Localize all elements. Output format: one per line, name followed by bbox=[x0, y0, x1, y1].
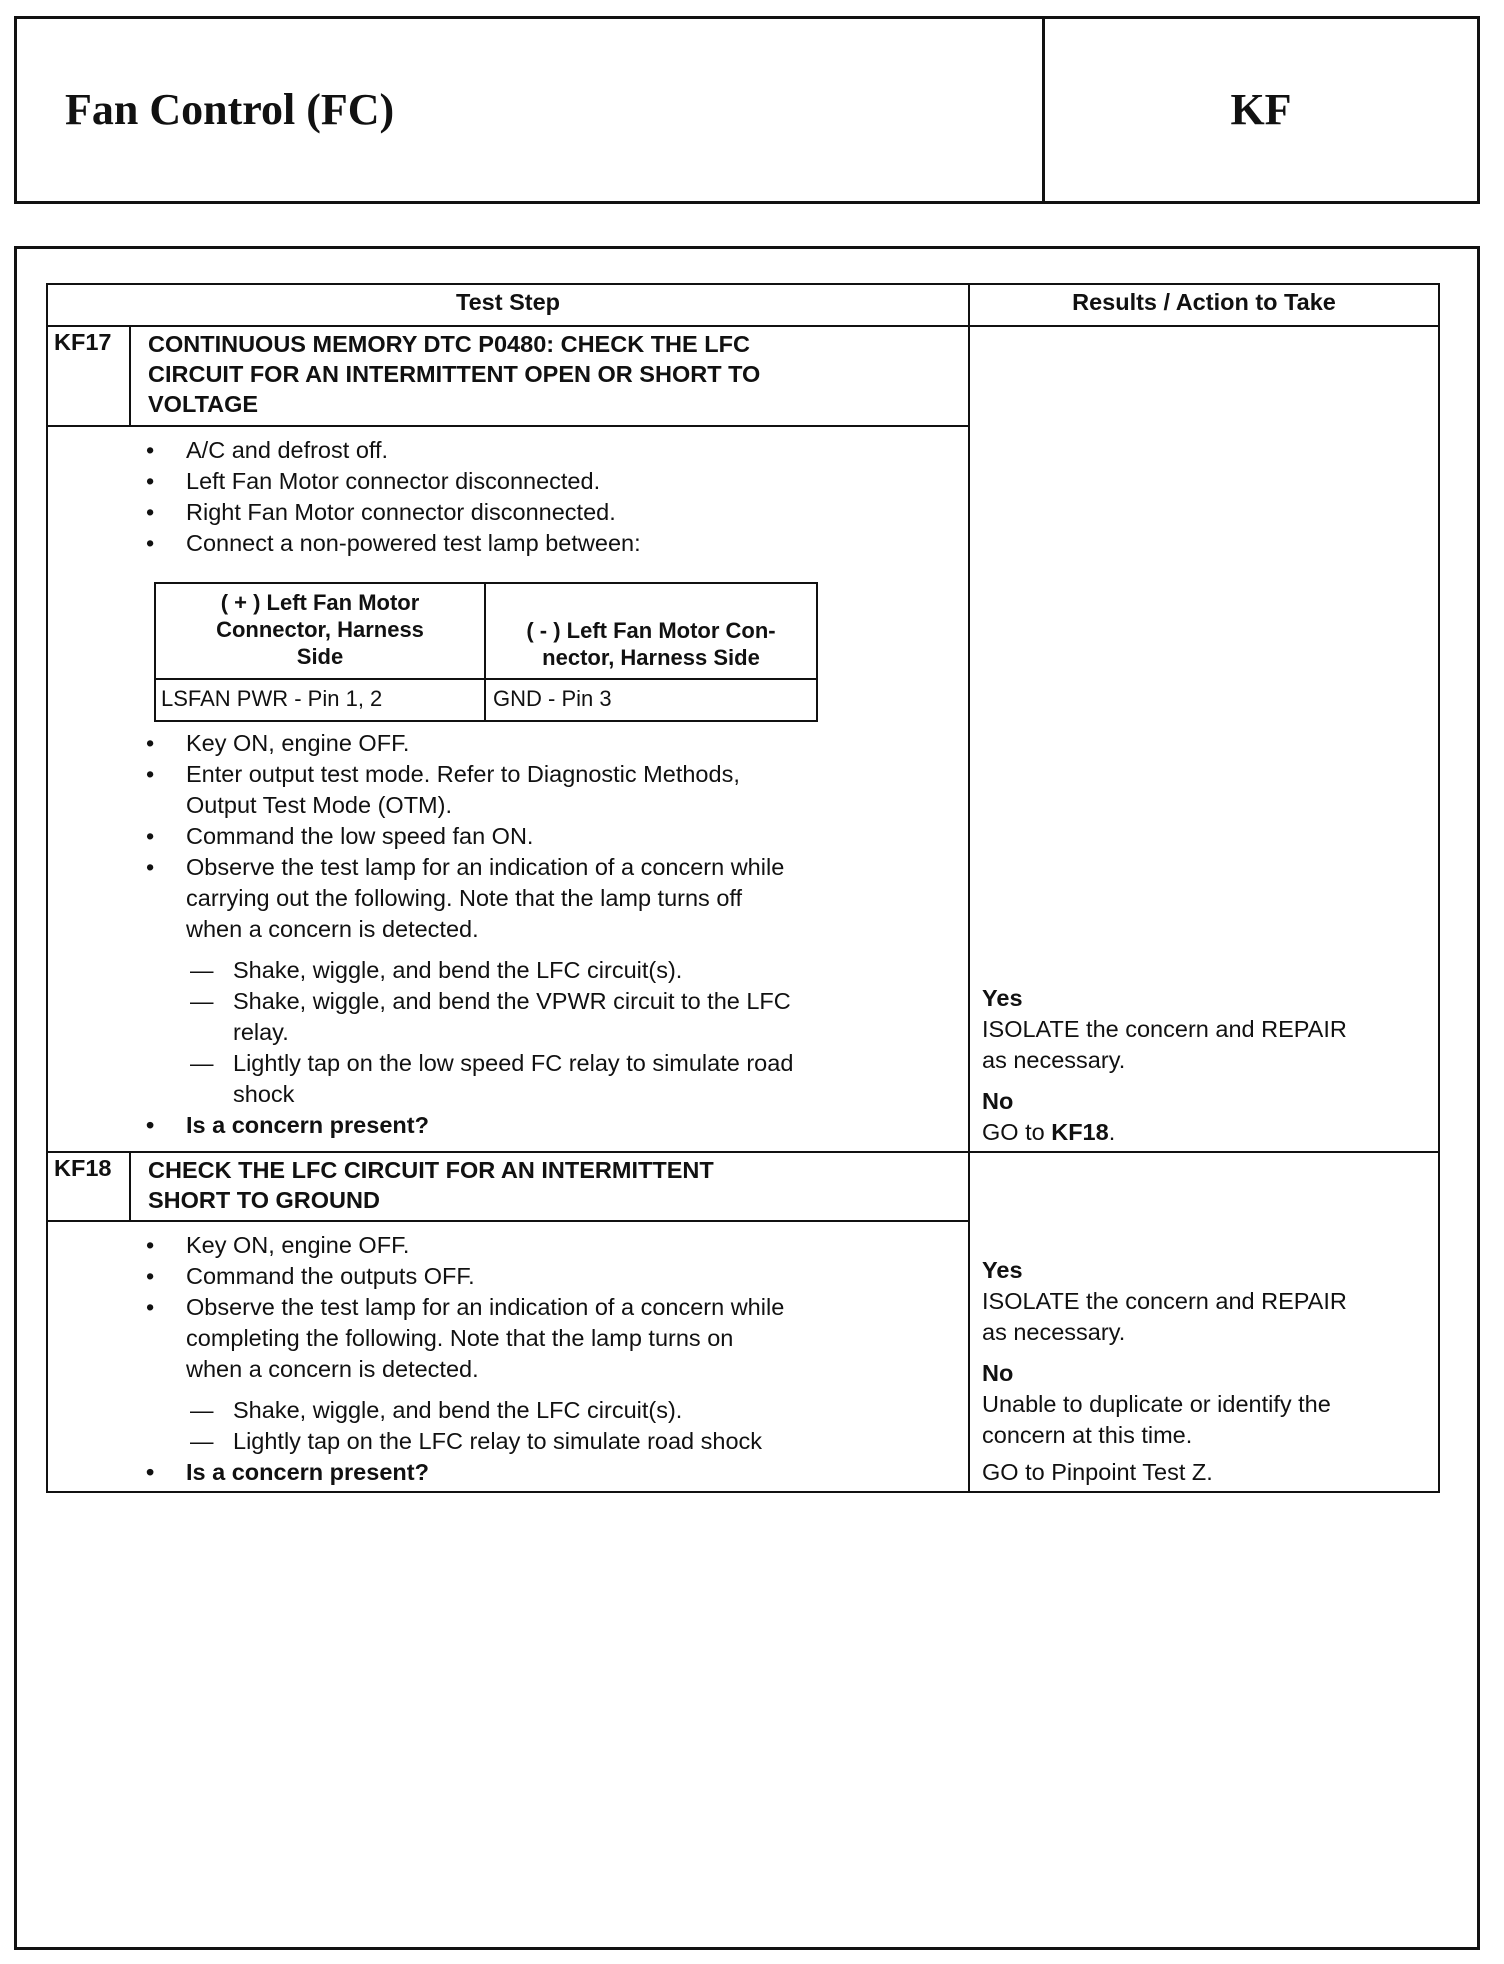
dash-text: shock bbox=[233, 1081, 295, 1107]
result-yes-action: ISOLATE the concern and REPAIR bbox=[982, 1288, 1347, 1314]
bullet-icon: • bbox=[146, 854, 155, 880]
bullet-text: Observe the test lamp for an indication of a concern while bbox=[186, 1294, 785, 1320]
bullet-text: Left Fan Motor connector disconnected. bbox=[186, 468, 601, 494]
subtable-head-line: Side bbox=[296, 644, 344, 669]
bullet-icon: • bbox=[146, 730, 155, 756]
page-header bbox=[14, 16, 1480, 204]
bullet-icon: • bbox=[146, 1294, 155, 1320]
step-id-kf18: KF18 bbox=[54, 1155, 112, 1181]
bullet-text: A/C and defrost off. bbox=[186, 437, 389, 463]
subtable-head-line: ( + ) Left Fan Motor bbox=[220, 590, 420, 615]
dash-icon: — bbox=[190, 988, 214, 1014]
subtable-header-line bbox=[156, 678, 816, 680]
result-yes-label: Yes bbox=[982, 985, 1023, 1011]
question-text: Is a concern present? bbox=[186, 1459, 429, 1485]
subtable-head-left bbox=[156, 589, 484, 670]
row-line-kf18 bbox=[48, 1151, 1438, 1153]
dash-text: Shake, wiggle, and bend the VPWR circuit to the LFC bbox=[233, 988, 791, 1014]
result-no-action: GO to Pinpoint Test Z. bbox=[982, 1459, 1213, 1485]
step-title-line: CHECK THE LFC CIRCUIT FOR AN INTERMITTENT bbox=[148, 1157, 714, 1183]
goto-step-link[interactable]: KF18 bbox=[1051, 1119, 1109, 1145]
step-title-line: CONTINUOUS MEMORY DTC P0480: CHECK THE LFC bbox=[148, 331, 750, 357]
dash-text: Lightly tap on the low speed FC relay to simulate road bbox=[233, 1050, 794, 1076]
dash-icon: — bbox=[190, 1397, 214, 1423]
result-yes-label: Yes bbox=[982, 1257, 1023, 1283]
dash-icon: — bbox=[190, 1428, 214, 1454]
question-text: Is a concern present? bbox=[186, 1112, 429, 1138]
dash-icon: — bbox=[190, 957, 214, 983]
id-divider-kf17 bbox=[129, 327, 131, 426]
bullet-icon: • bbox=[146, 1232, 155, 1258]
bullet-text: Key ON, engine OFF. bbox=[186, 730, 410, 756]
result-no-action: concern at this time. bbox=[982, 1422, 1193, 1448]
result-no-suffix: . bbox=[1108, 1119, 1116, 1145]
header-row-line bbox=[48, 325, 1438, 327]
bullet-text: Right Fan Motor connector disconnected. bbox=[186, 499, 616, 525]
step-title-line: SHORT TO GROUND bbox=[148, 1187, 380, 1213]
bullet-icon: • bbox=[146, 1112, 155, 1138]
bullet-text: when a concern is detected. bbox=[186, 916, 479, 942]
result-yes-action: as necessary. bbox=[982, 1047, 1126, 1073]
dash-text: relay. bbox=[233, 1019, 289, 1045]
result-no-action: Unable to duplicate or identify the bbox=[982, 1391, 1331, 1417]
dash-text: Lightly tap on the LFC relay to simulate road shock bbox=[233, 1428, 763, 1454]
column-header-test-step: Test Step bbox=[455, 289, 561, 315]
page-title: Fan Control (FC) bbox=[65, 85, 395, 134]
subtable-head-right bbox=[486, 617, 816, 671]
bullet-text: Key ON, engine OFF. bbox=[186, 1232, 410, 1258]
bullet-icon: • bbox=[146, 1459, 155, 1485]
column-divider bbox=[968, 285, 970, 1491]
test-lamp-connection-table bbox=[154, 582, 818, 722]
id-divider-kf18 bbox=[129, 1153, 131, 1221]
result-no-label: No bbox=[982, 1360, 1014, 1386]
dash-icon: — bbox=[190, 1050, 214, 1076]
dash-text: Shake, wiggle, and bend the LFC circuit(s). bbox=[233, 957, 683, 983]
bullet-text: Connect a non-powered test lamp between: bbox=[186, 530, 641, 556]
bullet-text: Output Test Mode (OTM). bbox=[186, 792, 452, 818]
step-title-kf18 bbox=[148, 1155, 714, 1215]
bullet-text: completing the following. Note that the lamp turns on bbox=[186, 1325, 734, 1351]
bullet-icon: • bbox=[146, 761, 155, 787]
subtable-head-line: nector, Harness Side bbox=[542, 645, 760, 670]
step-title-line: VOLTAGE bbox=[148, 391, 259, 417]
pinpoint-test-table bbox=[46, 283, 1440, 1493]
section-code: KF bbox=[1230, 85, 1292, 134]
bullet-text: when a concern is detected. bbox=[186, 1356, 479, 1382]
dash-text: Shake, wiggle, and bend the LFC circuit(s). bbox=[233, 1397, 683, 1423]
bullet-text: Observe the test lamp for an indication of a concern while bbox=[186, 854, 785, 880]
title-line-kf17 bbox=[48, 425, 968, 427]
subtable-cell-right: GND - Pin 3 bbox=[493, 686, 612, 711]
bullet-icon: • bbox=[146, 437, 155, 463]
bullet-icon: • bbox=[146, 499, 155, 525]
bullet-text: Command the low speed fan ON. bbox=[186, 823, 534, 849]
result-no-action bbox=[982, 1117, 1115, 1148]
step-id-kf17: KF17 bbox=[54, 329, 112, 355]
bullet-icon: • bbox=[146, 823, 155, 849]
bullet-text: Command the outputs OFF. bbox=[186, 1263, 475, 1289]
step-title-line: CIRCUIT FOR AN INTERMITTENT OPEN OR SHORT TO bbox=[148, 361, 761, 387]
subtable-cell-left: LSFAN PWR - Pin 1, 2 bbox=[161, 686, 383, 711]
bullet-icon: • bbox=[146, 468, 155, 494]
bullet-icon: • bbox=[146, 1263, 155, 1289]
result-no-label: No bbox=[982, 1088, 1014, 1114]
result-no-prefix: GO to bbox=[982, 1119, 1052, 1145]
result-yes-action: as necessary. bbox=[982, 1319, 1126, 1345]
bullet-text: Enter output test mode. Refer to Diagnostic Methods, bbox=[186, 761, 740, 787]
subtable-head-line: ( - ) Left Fan Motor Con- bbox=[526, 618, 776, 643]
step-title-kf17 bbox=[148, 329, 760, 419]
result-yes-action: ISOLATE the concern and REPAIR bbox=[982, 1016, 1347, 1042]
title-line-kf18 bbox=[48, 1220, 968, 1222]
bullet-text: carrying out the following. Note that the lamp turns off bbox=[186, 885, 743, 911]
subtable-head-line: Connector, Harness bbox=[216, 617, 424, 642]
bullet-icon: • bbox=[146, 530, 155, 556]
column-header-results: Results / Action to Take bbox=[1072, 289, 1336, 315]
